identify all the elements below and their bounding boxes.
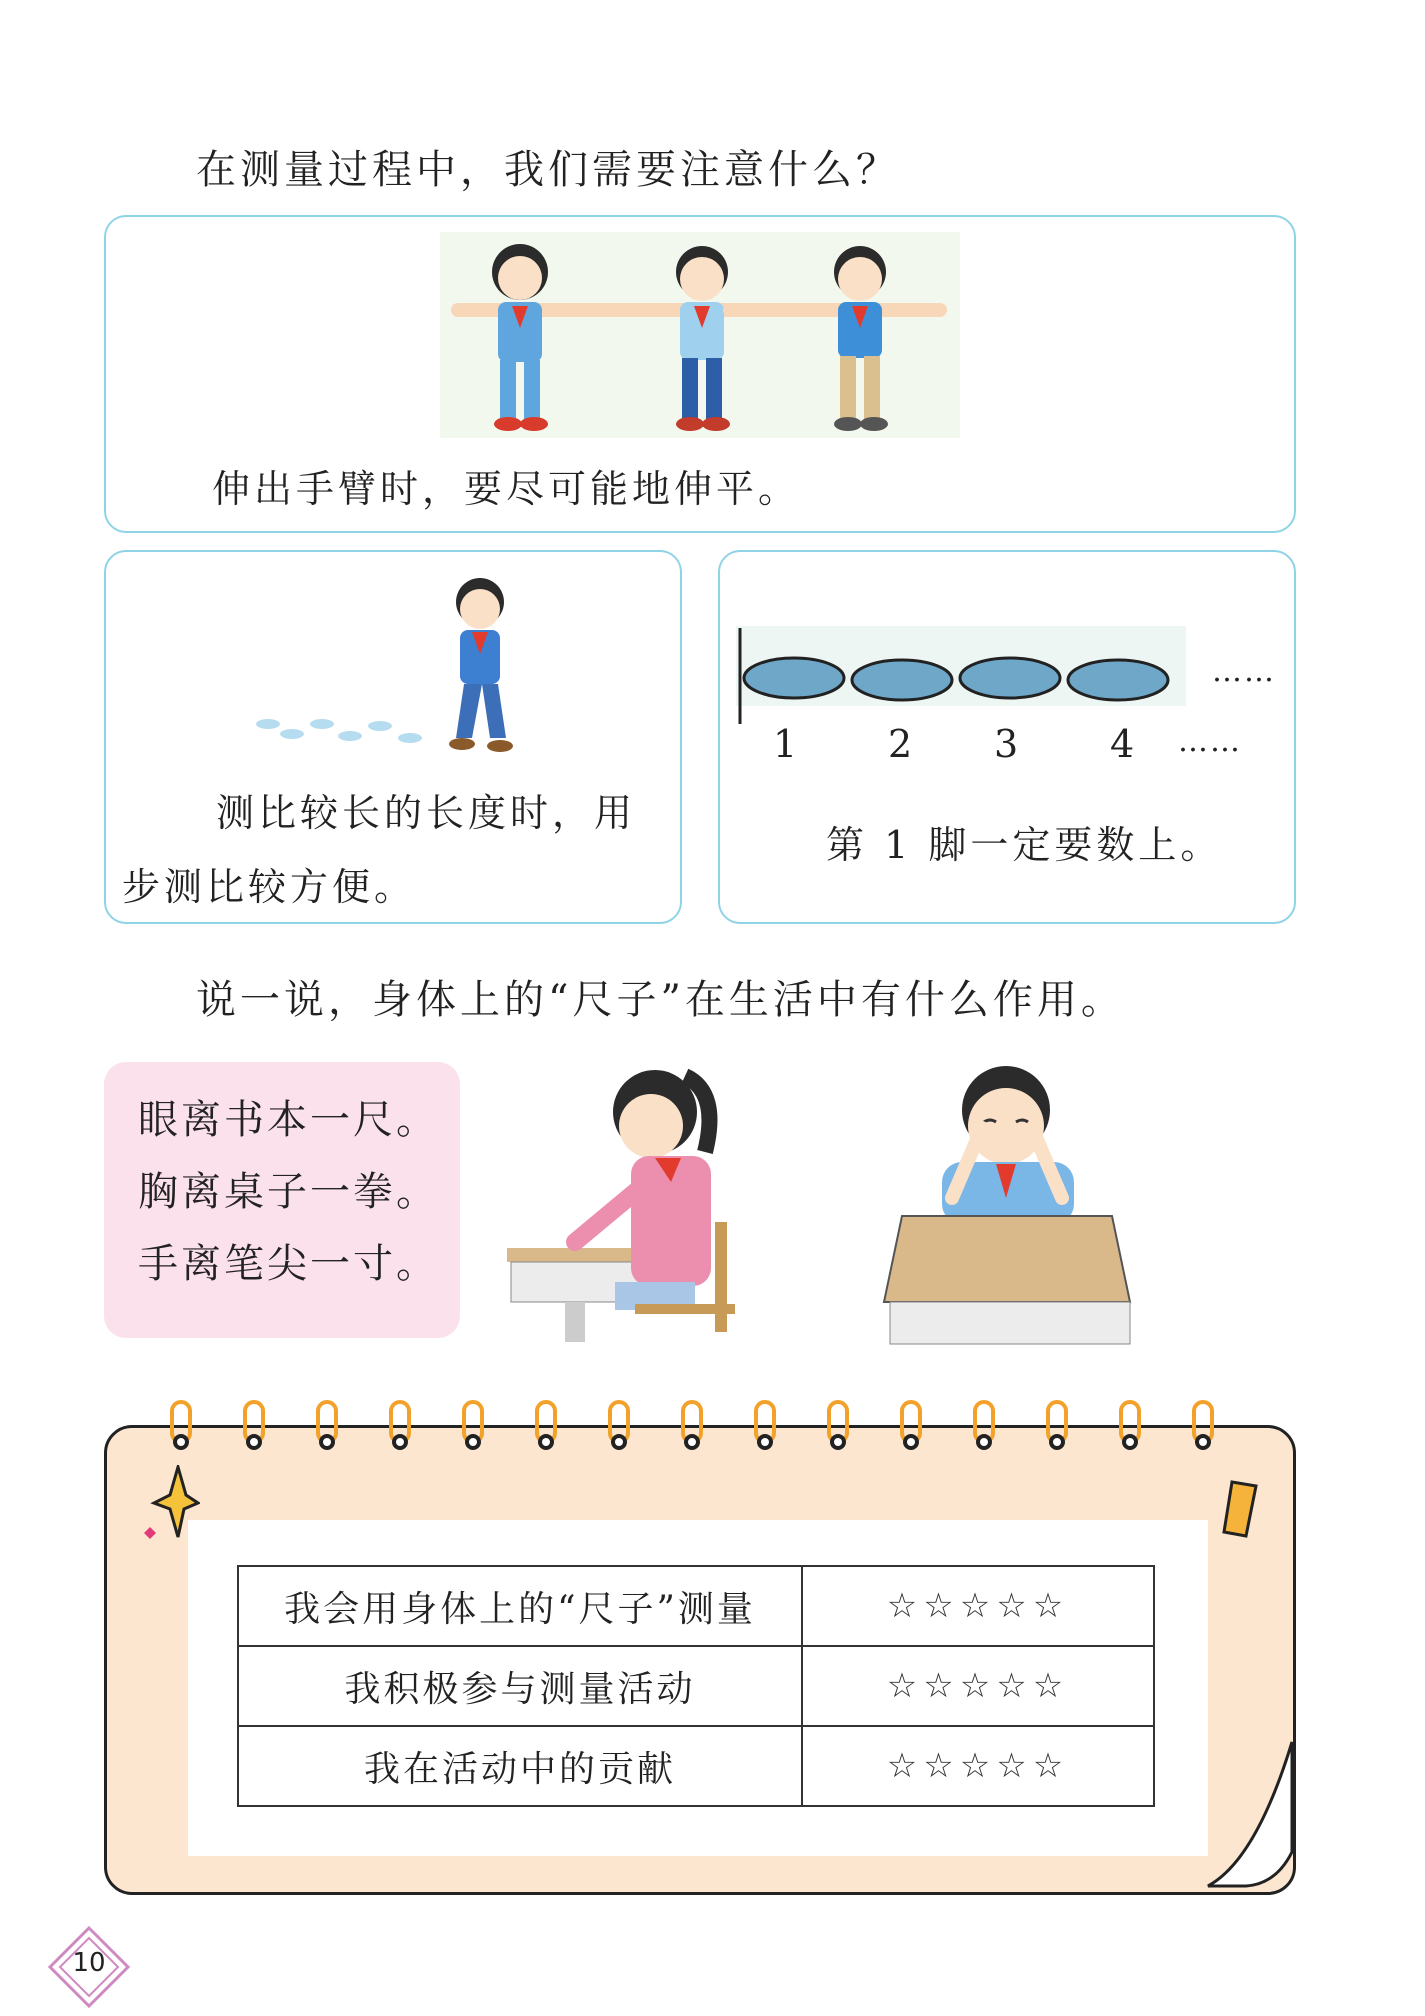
self-evaluation-table [237, 1565, 1155, 1807]
rating-label: 我积极参与测量活动 [238, 1646, 802, 1726]
sparkle-bar-icon [1222, 1478, 1258, 1540]
posture-rhyme-box [104, 1062, 460, 1338]
rhyme-line-1: 眼离书本一尺。 [138, 1097, 439, 1143]
rating-label: 我会用身体上的“尺子”测量 [238, 1566, 802, 1646]
pacing-caption-line1: 测比较长的长度时，用 [216, 791, 637, 835]
footprints-illustration [736, 626, 1286, 726]
table-row [238, 1566, 1154, 1646]
kids-arm-span-illustration [440, 232, 960, 438]
footprint-dots: …… [1212, 654, 1276, 689]
boy-eye-exercise-illustration [872, 1048, 1150, 1348]
sparkle-icon [140, 1465, 200, 1545]
rating-stars[interactable]: ☆☆☆☆☆ [802, 1646, 1154, 1726]
girl-writing-illustration [505, 1052, 775, 1342]
page-number-badge [46, 1924, 132, 2010]
walking-boy-illustration [250, 572, 540, 762]
table-row [238, 1646, 1154, 1726]
footprint-number-2: 2 [888, 722, 913, 766]
page-curl-icon [1206, 1740, 1298, 1890]
rhyme-line-2: 胸离桌子一拳。 [138, 1169, 439, 1215]
footprint-number-3: 3 [994, 722, 1019, 766]
table-row [238, 1726, 1154, 1806]
rating-label: 我在活动中的贡献 [238, 1726, 802, 1806]
arm-span-caption: 伸出手臂时，要尽可能地伸平。 [212, 467, 801, 511]
footprint-number-1: 1 [773, 722, 798, 766]
rating-stars[interactable]: ☆☆☆☆☆ [802, 1726, 1154, 1806]
footprint-number-4: 4 [1110, 722, 1135, 766]
pacing-caption-line2: 步测比较方便。 [122, 865, 417, 909]
page-number: 10 [72, 1948, 106, 1978]
footprint-caption: 第 1 脚一定要数上。 [826, 823, 1223, 867]
number-dots: …… [1178, 724, 1242, 759]
rhyme-line-3: 手离笔尖一寸。 [138, 1241, 439, 1287]
question-heading: 在测量过程中，我们需要注意什么？ [196, 147, 900, 193]
discussion-heading: 说一说，身体上的“尺子”在生活中有什么作用。 [196, 977, 1125, 1023]
rating-stars[interactable]: ☆☆☆☆☆ [802, 1566, 1154, 1646]
